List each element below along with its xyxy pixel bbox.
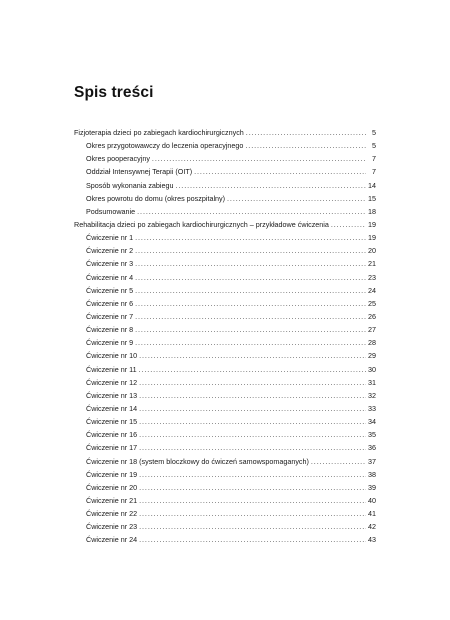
toc-subentry [74,363,376,376]
toc-subentry [74,389,376,402]
toc-leader-dots [139,349,366,362]
toc-leader-dots [139,441,366,454]
toc-entry-label: Ćwiczenie nr 3 [86,259,134,269]
toc-entry-page-number: 5 [372,141,376,151]
toc-subentry [74,520,376,533]
toc-leader-dots [135,271,366,284]
toc-entry-page-number: 18 [368,206,376,216]
page-title: Spis treści [74,84,154,101]
toc-entry-label: Okres przygotowawczy do leczenia operacyjnego [86,141,244,151]
toc-leader-dots [135,231,366,244]
toc-entry-page-number: 19 [368,233,376,243]
toc-entry-page-number: 5 [372,128,376,137]
toc-entry-page-number: 27 [368,325,376,335]
toc-subentry [74,533,376,546]
toc-leader-dots [152,152,366,165]
toc-leader-dots [139,402,366,415]
toc-entry-page-number: 43 [368,535,376,545]
toc-entry-label: Ćwiczenie nr 1 [86,233,134,243]
toc-entry-page-number: 23 [368,272,376,282]
toc-entry-page-number: 34 [368,417,376,427]
toc-subentry [74,244,376,257]
toc-entry-page-number: 15 [368,193,376,203]
toc-leader-dots [139,415,366,428]
toc-entry-page-number: 31 [368,377,376,387]
toc-leader-dots [135,244,366,257]
toc-subentry [74,297,376,310]
toc-leader-dots [135,284,366,297]
toc-entry-label: Rehabilitacja dzieci po zabiegach kardiochirurgicznych – przykładowe ćwiczenia [74,219,329,229]
toc-subentry [74,231,376,244]
toc-leader-dots [139,376,366,389]
toc-subentry [74,139,376,152]
toc-entry-page-number: 28 [368,338,376,348]
toc-leader-dots [135,310,366,323]
toc-entry-page-number: 37 [368,456,376,466]
toc-leader-dots [331,218,366,231]
table-of-contents [74,126,376,547]
toc-entry-page-number: 7 [372,154,376,164]
toc-entry-label: Oddział Intensywnej Terapii (OIT) [86,167,193,177]
toc-entry-page-number: 24 [368,285,376,295]
toc-entry-label: Ćwiczenie nr 11 [86,364,137,374]
toc-subentry [74,152,376,165]
toc-entry-page-number: 20 [368,246,376,256]
toc-entry-label: Ćwiczenie nr 18 (system bloczkowy do ćwiczeń samowspomaganych) [86,456,309,466]
toc-entry-page-number: 42 [368,522,376,532]
toc-subentry [74,284,376,297]
toc-entry-label: Ćwiczenie nr 6 [86,298,134,308]
toc-entry-page-number: 19 [368,219,376,229]
toc-entry-label: Ćwiczenie nr 13 [86,390,138,400]
toc-leader-dots [227,192,366,205]
toc-entry-label: Ćwiczenie nr 16 [86,430,138,440]
toc-subentry [74,192,376,205]
toc-section-entry [74,126,376,139]
toc-leader-dots [137,205,366,218]
toc-entry-page-number: 7 [372,167,376,177]
toc-entry-label: Ćwiczenie nr 21 [86,495,138,505]
toc-leader-dots [139,363,366,376]
toc-entry-label: Ćwiczenie nr 19 [86,469,138,479]
toc-leader-dots [135,323,366,336]
toc-leader-dots [139,533,366,546]
toc-entry-page-number: 40 [368,495,376,505]
toc-entry-page-number: 14 [368,180,376,190]
toc-leader-dots [245,139,366,152]
toc-leader-dots [311,455,366,468]
toc-entry-label: Ćwiczenie nr 15 [86,417,138,427]
toc-entry-page-number: 21 [368,259,376,269]
toc-entry-page-number: 38 [368,469,376,479]
toc-leader-dots [139,494,366,507]
toc-leader-dots [139,481,366,494]
toc-subentry [74,402,376,415]
toc-leader-dots [139,468,366,481]
toc-entry-label: Sposób wykonania zabiegu [86,180,174,190]
toc-subentry [74,455,376,468]
toc-entry-label: Ćwiczenie nr 24 [86,535,138,545]
toc-entry-page-number: 32 [368,390,376,400]
toc-subentry [74,507,376,520]
toc-leader-dots [135,297,366,310]
toc-entry-page-number: 33 [368,403,376,413]
toc-subentry [74,336,376,349]
toc-entry-label: Ćwiczenie nr 23 [86,522,138,532]
toc-entry-label: Ćwiczenie nr 2 [86,246,134,256]
toc-entry-label: Okres powrotu do domu (okres poszpitalny) [86,193,226,203]
toc-entry-label: Ćwiczenie nr 10 [86,351,138,361]
toc-section-entry [74,218,376,231]
toc-leader-dots [176,179,366,192]
toc-entry-page-number: 25 [368,298,376,308]
toc-subentry [74,428,376,441]
toc-leader-dots [135,336,366,349]
toc-subentry [74,310,376,323]
toc-leader-dots [135,257,366,270]
toc-subentry [74,376,376,389]
toc-entry-page-number: 26 [368,311,376,321]
toc-leader-dots [194,165,366,178]
toc-subentry [74,468,376,481]
toc-entry-label: Okres pooperacyjny [86,154,150,164]
toc-entry-label: Podsumowanie [86,206,136,216]
toc-subentry [74,165,376,178]
toc-entry-page-number: 29 [368,351,376,361]
toc-subentry [74,323,376,336]
toc-entry-label: Ćwiczenie nr 14 [86,403,138,413]
toc-entry-page-number: 41 [368,509,376,519]
toc-entry-label: Ćwiczenie nr 20 [86,482,138,492]
toc-entry-label: Ćwiczenie nr 22 [86,509,138,519]
toc-entry-label: Ćwiczenie nr 17 [86,443,138,453]
toc-subentry [74,205,376,218]
toc-leader-dots [139,389,366,402]
toc-entry-label: Ćwiczenie nr 7 [86,311,134,321]
toc-leader-dots [139,520,366,533]
toc-entry-label: Fizjoterapia dzieci po zabiegach kardiochirurgicznych [74,128,244,137]
toc-entry-label: Ćwiczenie nr 8 [86,325,134,335]
toc-entry-label: Ćwiczenie nr 4 [86,272,134,282]
toc-entry-label: Ćwiczenie nr 12 [86,377,138,387]
toc-subentry [74,415,376,428]
toc-entry-label: Ćwiczenie nr 9 [86,338,134,348]
toc-subentry [74,441,376,454]
toc-leader-dots [139,428,366,441]
toc-entry-page-number: 36 [368,443,376,453]
toc-subentry [74,349,376,362]
toc-entry-page-number: 30 [368,364,376,374]
toc-entry-page-number: 35 [368,430,376,440]
toc-leader-dots [246,126,366,139]
toc-subentry [74,481,376,494]
toc-subentry [74,179,376,192]
toc-subentry [74,257,376,270]
toc-subentry [74,494,376,507]
toc-entry-page-number: 39 [368,482,376,492]
toc-leader-dots [139,507,366,520]
toc-subentry [74,271,376,284]
toc-entry-label: Ćwiczenie nr 5 [86,285,134,295]
